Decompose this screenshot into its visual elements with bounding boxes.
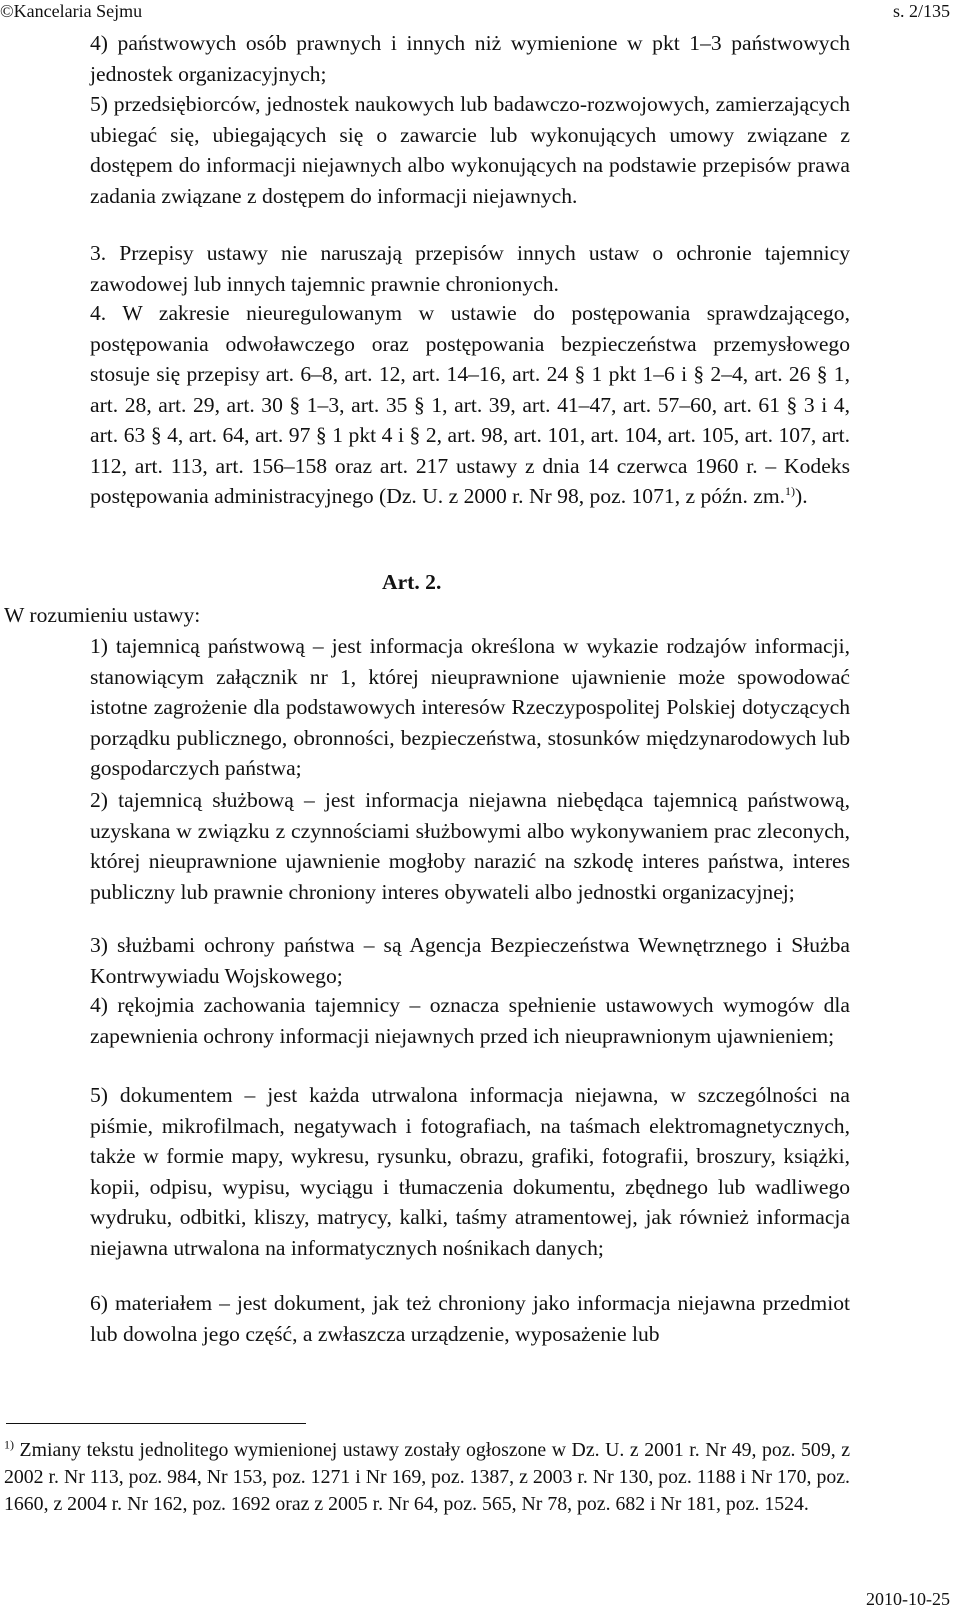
definitions-intro: W rozumieniu ustawy: [4,603,201,627]
item-5: 5) przedsiębiorców, jednostek naukowych lub badawczo-rozwojowych, zamierzających ubiegać się, ubiegających się o zawarcie lub wykonujących umowy związane z dostępem do informacji niejawnych albo wykonujących na podstawie przepisów prawa zadania związane z dostępem do informacji niejawnych. [90,92,850,208]
footnote [4,1437,850,1518]
header-copyright: ©Kancelaria Sejmu [0,1,143,21]
article-title: Art. 2. [382,570,442,594]
paragraph-4-end: ). [795,484,808,508]
paragraph-4 [90,298,850,512]
footnote-mark: 1) [4,1437,14,1452]
footnote-ref[interactable]: 1) [785,483,796,498]
paragraph-4-text: 4. W zakresie nieuregulowanym w ustawie do postępowania sprawdzającego, postępowania odwoławczego oraz postępowania bezpieczeństwa przemysłowego stosuje się przepisy art. 6–8, art. 12, art. 14–16, art. 24 § 1 pkt 1–6 i § 2–4, art. 26 § 1, art. 28, art. 29, art. 30 § 1–3, art. 35 § 1, art. 39, art. 41–47, art. 57–60, art. 61 § 3 i 4, art. 63 § 4, art. 64, art. 97 § 1 pkt 4 i § 2, art. 98, art. 101, art. 104, art. 105, art. 107, art. 112, art. 113, art. 156–158 oraz art. 217 ustawy z dnia 14 czerwca 1960 r. – Kodeks postępowania administracyjnego (Dz. U. z 2000 r. Nr 98, poz. 1071, z późn. zm. [90,301,850,508]
footnote-separator [6,1423,306,1424]
page-number: s. 2/135 [892,1,950,21]
paragraph-3: 3. Przepisy ustawy nie naruszają przepisów innych ustaw o ochronie tajemnicy zawodowej lub innych tajemnic prawnie chronionych. [90,241,850,296]
definition-1: 1) tajemnicą państwową – jest informacja określona w wykazie rodzajów informacji, stanowiącym załącznik nr 1, której nieuprawnione ujawnienie może spowodować istotne zagrożenie dla podstawowych interesów Rzeczypospolitej Polskiej dotyczących porządku publicznego, obronności, bezpieczeństwa, stosunków międzynarodowych lub gospodarczych państwa; [90,634,850,780]
definition-6: 6) materiałem – jest dokument, jak też chroniony jako informacja niejawna przedmiot lub dowolna jego część, a zwłaszcza urządzenie, wyposażenie lub [90,1291,850,1346]
item-4: 4) państwowych osób prawnych i innych niż wymienione w pkt 1–3 państwowych jednostek organizacyjnych; [90,31,850,86]
definition-2: 2) tajemnicą służbową – jest informacja niejawna niebędąca tajemnicą państwową, uzyskana w związku z czynnościami służbowymi albo wykonywaniem prac zleconych, której nieuprawnione ujawnienie mogłoby narazić na szkodę interes państwa, interes publiczny lub prawnie chroniony interes obywateli albo jednostki organizacyjnej; [90,788,850,904]
definition-5: 5) dokumentem – jest każda utrwalona informacja niejawna, w szczególności na piśmie, mikrofilmach, negatywach i fotografiach, na taśmach elektromagnetycznych, także w formie mapy, wykresu, rysunku, obrazu, grafiki, fotografii, broszury, książki, kopii, odpisu, wypisu, wyciągu i tłumaczenia dokumentu, zbędnego lub wadliwego wydruku, odbitki, kliszy, matrycy, kalki, taśmy atramentowej, jak również informacja niejawna utrwalona na informatycznych nośnikach danych; [90,1083,850,1260]
footnote-text: Zmiany tekstu jednolitego wymienionej ustawy zostały ogłoszone w Dz. U. z 2001 r. Nr 49, poz. 509, z 2002 r. Nr 113, poz. 984, Nr 153, poz. 1271 i Nr 169, poz. 1387, z 2003 r. Nr 130, poz. 1188 i Nr 170, poz. 1660, z 2004 r. Nr 162, poz. 1692 oraz z 2005 r. Nr 64, poz. 565, Nr 78, poz. 682 i Nr 181, poz. 1524. [4,1439,850,1515]
definition-3: 3) służbami ochrony państwa – są Agencja Bezpieczeństwa Wewnętrznego i Służba Kontrwywiadu Wojskowego; [90,933,850,988]
definition-4: 4) rękojmia zachowania tajemnicy – oznacza spełnienie ustawowych wymogów dla zapewnienia ochrony informacji niejawnych przed ich nieuprawnionym ujawnieniem; [90,993,850,1048]
document-date: 2010-10-25 [866,1589,950,1609]
